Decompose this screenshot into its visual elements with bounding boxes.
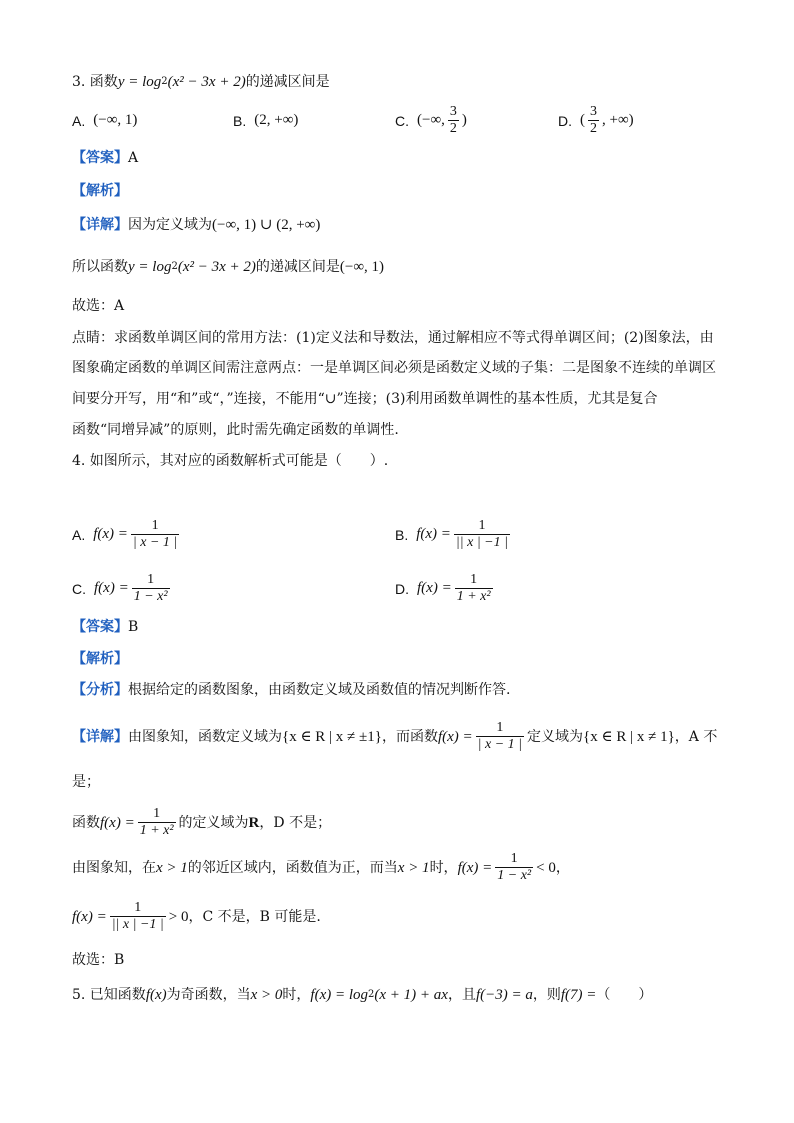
q3-choice: 故选：A bbox=[72, 298, 125, 314]
q3-note-line-1: 点睛：求函数单调区间的常用方法：(1)定义法和导数法，通过解相应不等式得单调区间；(2)图象法，由 bbox=[72, 330, 714, 346]
answer-value: A bbox=[128, 150, 139, 166]
q3-log-base: 2 bbox=[161, 76, 168, 87]
q3-analysis-heading: 【解析】 bbox=[72, 183, 128, 199]
q3-option-b[interactable]: B. (2, +∞) bbox=[233, 112, 299, 129]
q3-note-line-2: 图象确定函数的单调区间需注意两点：一是单调区间必须是函数定义域的子集：二是图象不连续的单调区 bbox=[72, 360, 716, 376]
q5-stem: 5. 已知函数 f(x) 为奇函数，当 x > 0 时， f(x) = log 2 (x + 1) + ax ，且 f(−3) = a ，则 f(7) = （ ） bbox=[72, 987, 653, 1003]
answer-tag: 【答案】 bbox=[72, 150, 128, 166]
detail-tag: 【详解】 bbox=[72, 217, 128, 233]
q3-func: y = log bbox=[117, 74, 162, 90]
q3-conclusion: 所以函数 y = log 2 (x² − 3x + 2) 的递减区间是 (−∞, 1) bbox=[72, 259, 385, 275]
q4-option-a[interactable]: A. f(x) = $\frac{1}{| x - 1 |}$ bbox=[72, 518, 178, 550]
q4-option-c[interactable]: C. f(x) = $\frac{1}{\text{1 − x²}}$ bbox=[72, 572, 168, 604]
q3-domain: (−∞, 1) ∪ (2, +∞) bbox=[212, 217, 321, 233]
q3-arg: (x² − 3x + 2) bbox=[167, 74, 246, 90]
q4-option-b-fraction: $\frac{1}{|| x | -1 |}$ bbox=[455, 518, 508, 550]
q3-option-a[interactable]: A. (−∞, 1) bbox=[72, 112, 138, 129]
q4-detail-line-5: f(x) = $\frac{1}{|| x | -1 |}$ > 0 ，C 不是，B 可能是. bbox=[72, 900, 321, 932]
q4-detail-line-4: 由图象知，在 x > 1 的邻近区域内，函数值为正，而当 x > 1 时， f(x) = $\frac{1}{\text{1 − x²}}$ < 0 ， bbox=[72, 851, 570, 883]
q4-choice: 故选：B bbox=[72, 952, 125, 968]
q4-detail-line-2: 是； bbox=[72, 774, 100, 790]
q4-option-d-fraction: $\frac{1}{\text{1 + x²}}$ bbox=[456, 572, 491, 604]
q3-answer bbox=[72, 148, 744, 168]
q4-detail-line-1: 【详解】 由图象知，函数定义域为 {x ∈ R | x ≠ ±1} ，而函数 f(x) = $\frac{1}{| x - 1 |}$ 定义域为 {x ∈ R | x ≠ 1} ，A 不 bbox=[72, 720, 718, 752]
q3-suffix: 的递减区间是 bbox=[245, 74, 330, 90]
q4-option-c-fraction: $\frac{1}{\text{1 − x²}}$ bbox=[133, 572, 168, 604]
q3-prefix: 3. 函数 bbox=[72, 74, 118, 90]
q4-answer: 【答案】 B bbox=[72, 619, 139, 635]
q3-stem bbox=[72, 72, 744, 92]
q4-option-a-fraction: $\frac{1}{| x - 1 |}$ bbox=[132, 518, 178, 550]
q4-analysis-heading: 【解析】 bbox=[72, 651, 128, 667]
q4-option-d[interactable]: D. f(x) = $\frac{1}{\text{1 + x²}}$ bbox=[395, 572, 491, 604]
q3-option-d-fraction: $\frac{3}{2}$ bbox=[590, 104, 597, 136]
q4-stem: 4. 如图所示，其对应的函数解析式可能是（ ）. bbox=[72, 453, 389, 469]
q3-option-d[interactable]: D. ( $\frac{3}{2}$ , +∞) bbox=[558, 104, 634, 136]
q4-analyze: 【分析】 根据给定的函数图象，由函数定义域及函数值的情况判断作答. bbox=[72, 682, 511, 698]
q4-detail-line-3: 函数 f(x) = $\frac{1}{\text{1 + x²}}$ 的定义域为 R ，D 不是； bbox=[72, 806, 332, 838]
q3-option-c[interactable]: C. (−∞, $\frac{3}{2}$ ) bbox=[395, 104, 467, 136]
q3-option-c-fraction: $\frac{3}{2}$ bbox=[449, 104, 457, 136]
q3-note-line-4: 函数“同增异减”的原则，此时需先确定函数的单调性. bbox=[72, 422, 399, 438]
q3-detail: 【详解】 因为定义域为 (−∞, 1) ∪ (2, +∞) bbox=[72, 217, 321, 233]
q4-option-b[interactable]: B. f(x) = $\frac{1}{|| x | -1 |}$ bbox=[395, 518, 508, 550]
q3-note-line-3: 间要分开写，用“和”或“，”连接，不能用“∪”连接；(3)利用函数单调性的基本性质，尤其是复合 bbox=[72, 391, 658, 407]
